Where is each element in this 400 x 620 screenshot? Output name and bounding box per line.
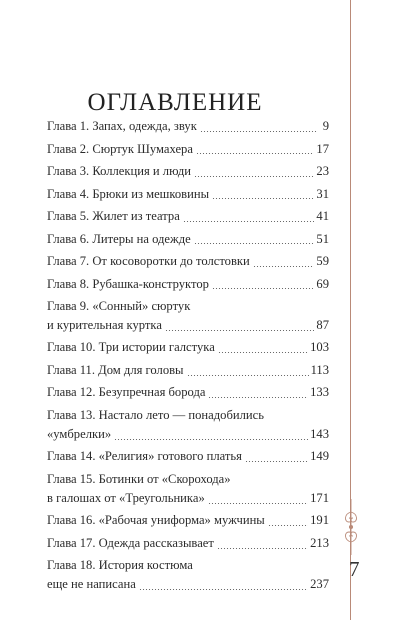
toc-entry-page: 69 bbox=[316, 276, 329, 291]
toc-entry-label: Глава 18. История костюма bbox=[47, 558, 193, 573]
toc-entry[interactable] bbox=[47, 406, 329, 444]
page-title: ОГЛАВЛЕНИЕ bbox=[87, 88, 263, 116]
dot-leader bbox=[196, 153, 314, 154]
dot-leader bbox=[165, 330, 314, 331]
toc-entry-label: Глава 11. Дом для головы bbox=[47, 362, 184, 377]
toc-entry[interactable] bbox=[47, 383, 329, 402]
table-of-contents bbox=[47, 117, 329, 594]
toc-entry-page: 113 bbox=[310, 362, 329, 377]
toc-entry-page: 23 bbox=[316, 164, 329, 178]
toc-entry[interactable] bbox=[47, 361, 329, 380]
dot-leader bbox=[253, 266, 315, 267]
toc-entry-label: Глава 7. От косоворотки до толстовки bbox=[47, 254, 250, 268]
dot-leader bbox=[218, 352, 308, 353]
toc-entry-label: Глава 10. Три истории галстука bbox=[47, 340, 215, 355]
dot-leader bbox=[208, 503, 308, 504]
toc-entry-label: Глава 13. Настало лето — понадобились bbox=[47, 407, 264, 422]
toc-entry[interactable] bbox=[47, 556, 329, 594]
toc-entry-label: Глава 16. «Рабочая униформа» мужчины bbox=[47, 513, 265, 528]
toc-entry[interactable] bbox=[47, 252, 329, 271]
toc-entry-page: 87 bbox=[316, 317, 329, 332]
toc-entry-label: Глава 2. Сюртук Шумахера bbox=[47, 141, 193, 156]
toc-entry-page: 59 bbox=[316, 254, 329, 268]
toc-entry-label: Глава 1. Запах, одежда, звук bbox=[47, 119, 197, 133]
dot-leader bbox=[183, 221, 315, 222]
dot-leader bbox=[194, 176, 314, 177]
toc-entry-label: Глава 12. Безупречная борода bbox=[47, 385, 206, 400]
dot-leader bbox=[200, 131, 317, 132]
toc-entry[interactable] bbox=[47, 447, 329, 466]
toc-entry-label: Глава 4. Брюки из мешковины bbox=[47, 186, 210, 201]
toc-entry-label: Глава 3. Коллекция и люди bbox=[47, 164, 192, 178]
toc-entry[interactable] bbox=[47, 297, 329, 335]
dot-leader bbox=[245, 461, 308, 462]
page-number: 7 bbox=[349, 557, 360, 581]
toc-entry-label: Глава 8. Рубашка-конструктор bbox=[47, 276, 209, 291]
toc-entry[interactable] bbox=[47, 140, 329, 159]
toc-entry[interactable] bbox=[47, 162, 329, 181]
dot-leader bbox=[217, 548, 308, 549]
toc-entry-page: 213 bbox=[310, 535, 329, 550]
toc-entry-label: «умбрелки» bbox=[47, 426, 112, 441]
toc-entry-page: 41 bbox=[316, 209, 329, 223]
dot-leader bbox=[194, 243, 315, 244]
toc-entry-label: Глава 5. Жилет из театра bbox=[47, 209, 180, 223]
toc-entry[interactable] bbox=[47, 207, 329, 226]
toc-entry-label: Глава 14. «Религия» готового платья bbox=[47, 449, 242, 464]
toc-entry-label: Глава 17. Одежда рассказывает bbox=[47, 535, 214, 550]
toc-entry-label: и курительная куртка bbox=[47, 317, 162, 332]
dot-leader bbox=[268, 525, 308, 526]
toc-entry[interactable] bbox=[47, 470, 329, 508]
toc-entry[interactable] bbox=[47, 534, 329, 553]
toc-entry-page: 143 bbox=[310, 426, 329, 441]
toc-entry-page: 171 bbox=[310, 490, 329, 505]
toc-entry-page: 103 bbox=[310, 340, 329, 355]
dot-leader bbox=[139, 589, 308, 590]
toc-entry-page: 149 bbox=[310, 449, 329, 464]
toc-entry-page: 9 bbox=[322, 119, 329, 133]
toc-entry-page: 191 bbox=[310, 513, 329, 528]
toc-entry[interactable] bbox=[47, 275, 329, 294]
toc-entry[interactable] bbox=[47, 230, 329, 249]
toc-entry-label: Глава 9. «Сонный» сюртук bbox=[47, 299, 191, 313]
toc-entry-page: 51 bbox=[316, 231, 329, 246]
toc-entry-label: в галошах от «Треугольника» bbox=[47, 490, 205, 505]
toc-entry-label: Глава 6. Литеры на одежде bbox=[47, 231, 191, 246]
toc-entry[interactable] bbox=[47, 185, 329, 204]
toc-entry-label: еще не написана bbox=[47, 577, 136, 592]
dot-leader bbox=[208, 397, 308, 398]
toc-entry-page: 17 bbox=[316, 141, 329, 156]
flourish-ornament-icon bbox=[341, 498, 361, 556]
dot-leader bbox=[114, 439, 308, 440]
toc-entry-label: Глава 15. Ботинки от «Скорохода» bbox=[47, 471, 231, 486]
dot-leader bbox=[187, 375, 309, 376]
toc-entry-page: 133 bbox=[310, 385, 329, 400]
dot-leader bbox=[212, 288, 314, 289]
dot-leader bbox=[212, 198, 314, 199]
toc-entry-page: 31 bbox=[316, 186, 329, 201]
toc-entry[interactable] bbox=[47, 338, 329, 357]
toc-entry-page: 237 bbox=[310, 577, 329, 592]
toc-entry[interactable] bbox=[47, 511, 329, 530]
toc-entry[interactable] bbox=[47, 117, 329, 136]
